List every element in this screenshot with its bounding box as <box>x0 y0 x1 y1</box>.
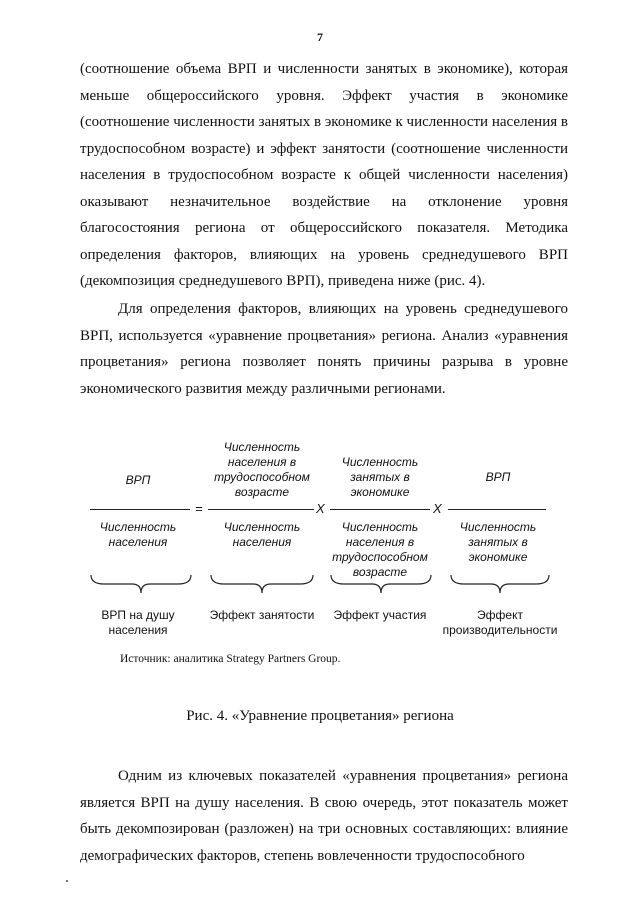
denominator-4: Численность занятых в экономике <box>459 520 537 564</box>
numerator-3: Численность занятых в экономике <box>341 455 419 499</box>
label-productivity-effect: Эффект производительности <box>442 608 558 637</box>
prosperity-equation-figure <box>78 438 568 653</box>
times-sign-1: X <box>316 501 325 516</box>
numerator-4: ВРП <box>485 470 511 484</box>
times-sign-2: X <box>433 501 442 516</box>
fraction-line-4 <box>448 509 546 510</box>
label-participation-effect: Эффект участия <box>333 608 427 622</box>
curly-brace-icon <box>90 573 192 595</box>
scan-dot <box>66 880 68 882</box>
figure-caption: Рис. 4. «Уравнение процветания» региона <box>186 708 454 724</box>
paragraph-3: Одним из ключевых показателей «уравнения процветания» региона является ВРП на душу населения. В свою очередь, этот показатель может быть декомпозирован (разложен) на три основных составляющих: влияние демографических факторов, степень вовлеченности трудоспособного <box>80 768 568 864</box>
fraction-line-3 <box>330 509 430 510</box>
denominator-2: Численность населения <box>223 520 301 549</box>
denominator-3: Численность населения в трудоспособном возрасте <box>332 520 428 579</box>
page-number: 7 <box>317 30 323 44</box>
paragraph-1: (соотношение объема ВРП и численности занятых в экономике), которая меньше общероссийского уровня. Эффект участия в экономике (соотношение численности занятых в экономике к численности населения в трудоспособном возрасте) и эффект занятости (соотношение численности населения в трудоспособном возрасте к общей численности населения) оказывают незначительное воздействие на отклонение уровня благосостояния региона от общероссийского показателя. Методика определения факторов, влияющих на уровень среднедушевого ВРП (декомпозиция среднедушевого ВРП), приведена ниже (рис. 4). <box>80 61 568 289</box>
curly-brace-icon <box>210 573 314 595</box>
numerator-1: ВРП <box>125 473 151 487</box>
paragraph-2: Для определения факторов, влияющих на уровень среднедушевого ВРП, используется «уравнение процветания» региона. Анализ «уравнения процветания» региона позволяет понять причины разрыва в уровне экономического развития между различными регионами. <box>80 301 568 397</box>
equals-sign: = <box>195 501 203 516</box>
fraction-line-1 <box>90 509 190 510</box>
curly-brace-icon <box>330 573 432 595</box>
numerator-2: Численность населения в трудоспособном возрасте <box>214 440 310 499</box>
label-employment-effect: Эффект занятости <box>209 608 315 622</box>
figure-source: Источник: аналитика Strategy Partners Group. <box>120 653 341 665</box>
fraction-line-2 <box>208 509 314 510</box>
curly-brace-icon <box>450 573 550 595</box>
label-gdp-per-capita: ВРП на душу населения <box>101 608 175 637</box>
denominator-1: Численность населения <box>99 520 177 549</box>
